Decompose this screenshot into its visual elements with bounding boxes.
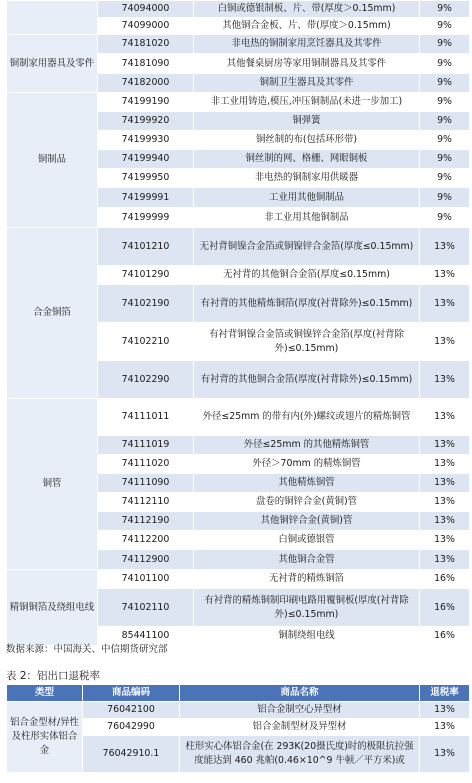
name-cell: 有衬背的其他铜合金箔(厚度(衬背除外)≤0.15mm) xyxy=(194,361,420,399)
name-cell: 铜制卫生器具及其零件 xyxy=(194,74,420,93)
code-cell: 76042910.1 xyxy=(83,736,180,773)
rate-cell: 9% xyxy=(420,169,470,188)
code-cell: 74199950 xyxy=(98,169,194,188)
code-cell: 74102210 xyxy=(98,323,194,361)
name-cell: 铜弹簧 xyxy=(194,112,420,131)
name-cell: 有衬背铜镍合金箔或铜镍锌合金箔(厚度(衬背除外)≤0.15mm) xyxy=(194,323,420,361)
rate-cell: 13% xyxy=(420,455,470,474)
rate-cell: 9% xyxy=(420,35,470,54)
name-cell: 无衬背的精炼铜箔 xyxy=(194,570,420,589)
rate-cell: 9% xyxy=(420,1,470,18)
rate-cell: 9% xyxy=(420,208,470,228)
name-cell: 其他餐桌厨房等家用铜制器具及其零件 xyxy=(194,54,420,74)
code-cell: 74101100 xyxy=(98,570,194,589)
rate-cell: 13% xyxy=(420,474,470,493)
source-note: 数据来源：中国海关、中信期货研究部 xyxy=(6,644,168,655)
name-cell: 有衬背的其他精炼铜箔(厚度(衬背除外)≤0.15mm) xyxy=(194,285,420,323)
table-row xyxy=(7,93,470,112)
aluminum-export-rebate-table xyxy=(6,684,470,773)
code-cell: 76042100 xyxy=(83,702,180,719)
rate-cell: 16% xyxy=(420,627,470,646)
table-row xyxy=(7,702,470,719)
rate-cell: 13% xyxy=(420,436,470,455)
name-cell: 铜丝制的网、格栅、网眼铜板 xyxy=(194,150,420,169)
name-cell: 铜制绕组电线 xyxy=(194,627,420,646)
code-cell: 74111090 xyxy=(98,474,194,493)
table-row xyxy=(7,399,470,436)
name-cell: 铝合金制型材及异型材 xyxy=(180,719,420,736)
category-cell: 精铜铜箔及绕组电线 xyxy=(7,570,98,646)
category-cell: 铜制品 xyxy=(7,93,98,228)
code-cell: 76042990 xyxy=(83,719,180,736)
rate-cell: 13% xyxy=(420,493,470,512)
rate-cell: 13% xyxy=(420,550,470,570)
rate-cell: 13% xyxy=(420,361,470,399)
rate-cell: 13% xyxy=(420,228,470,266)
code-cell: 74102190 xyxy=(98,285,194,323)
table-row xyxy=(7,1,470,18)
code-cell: 74199991 xyxy=(98,188,194,208)
code-cell: 74199999 xyxy=(98,208,194,228)
code-cell: 74102290 xyxy=(98,361,194,399)
code-cell: 74112110 xyxy=(98,493,194,512)
category-cell: 合金铜箔 xyxy=(7,228,98,399)
category-cell: 铜制家用器具及零件 xyxy=(7,35,98,93)
name-cell: 其他铜锌合金(黄铜)管 xyxy=(194,512,420,531)
name-cell: 非电热的铜制家用供暖器 xyxy=(194,169,420,188)
header-code: 商品编码 xyxy=(83,685,180,702)
name-cell: 铝合金制空心异型材 xyxy=(180,702,420,719)
code-cell: 74199190 xyxy=(98,93,194,112)
header-rate: 退税率 xyxy=(420,685,470,702)
name-cell: 无衬背的其他铜合金箔(厚度≤0.15mm) xyxy=(194,266,420,285)
name-cell: 非工业用铸造,模压,冲压铜制品(未进一步加工) xyxy=(194,93,420,112)
code-cell: 74094000 xyxy=(98,1,194,18)
name-cell: 柱形实心体铝合金(在 293K(20摄氏度)时的极限抗拉强度能达到 460 兆帕(0.46×10^9 牛顿／平方米)或 xyxy=(180,736,420,773)
name-cell: 白铜或德银管 xyxy=(194,531,420,550)
code-cell: 74101290 xyxy=(98,266,194,285)
name-cell: 非工业用其他铜制品 xyxy=(194,208,420,228)
rate-cell: 13% xyxy=(420,285,470,323)
rate-cell: 13% xyxy=(420,323,470,361)
rate-cell: 13% xyxy=(420,399,470,436)
rate-cell: 9% xyxy=(420,188,470,208)
code-cell: 74101210 xyxy=(98,228,194,266)
copper-export-rebate-table xyxy=(6,0,470,646)
rate-cell: 13% xyxy=(420,702,470,719)
rate-cell: 9% xyxy=(420,93,470,112)
rate-cell: 9% xyxy=(420,112,470,131)
table-2-title: 表 2：铝出口退税率 xyxy=(6,670,101,682)
table-header-row xyxy=(7,685,470,702)
rate-cell: 13% xyxy=(420,531,470,550)
code-cell: 74112900 xyxy=(98,550,194,570)
header-name: 商品名称 xyxy=(180,685,420,702)
rate-cell: 13% xyxy=(420,736,470,773)
name-cell: 其他铜合金板、片、带(厚度＞0.15mm) xyxy=(194,18,420,35)
name-cell: 其他精炼铜管 xyxy=(194,474,420,493)
rate-cell: 9% xyxy=(420,18,470,35)
rate-cell: 16% xyxy=(420,589,470,627)
code-cell: 74112190 xyxy=(98,512,194,531)
category-cell: 铜管 xyxy=(7,399,98,570)
code-cell: 74181020 xyxy=(98,35,194,54)
name-cell: 外径≤25mm 的带有内(外)螺纹或翅片的精炼铜管 xyxy=(194,399,420,436)
category-cell: 铝合金型材/异性及柱形实体铝合金 xyxy=(7,702,83,773)
table-row xyxy=(7,570,470,589)
code-cell: 74199930 xyxy=(98,131,194,150)
code-cell: 74182000 xyxy=(98,74,194,93)
table-row xyxy=(7,35,470,54)
rate-cell: 9% xyxy=(420,150,470,169)
name-cell: 铜丝制的布(包括环形带) xyxy=(194,131,420,150)
rate-cell: 9% xyxy=(420,74,470,93)
name-cell: 盘卷的铜锌合金(黄铜)管 xyxy=(194,493,420,512)
category-cell xyxy=(7,1,98,35)
code-cell: 74111020 xyxy=(98,455,194,474)
name-cell: 无衬背铜镍合金箔或铜镍锌合金箔(厚度≤0.15mm) xyxy=(194,228,420,266)
name-cell: 工业用其他铜制品 xyxy=(194,188,420,208)
code-cell: 74099000 xyxy=(98,18,194,35)
name-cell: 白铜或德银制板、片、带(厚度＞0.15mm) xyxy=(194,1,420,18)
code-cell: 74102110 xyxy=(98,589,194,627)
name-cell: 外径＞70mm 的精炼铜管 xyxy=(194,455,420,474)
table-row xyxy=(7,228,470,266)
rate-cell: 13% xyxy=(420,512,470,531)
rate-cell: 13% xyxy=(420,266,470,285)
name-cell: 外径≤25mm 的其他精炼铜管 xyxy=(194,436,420,455)
name-cell: 非电热的铜制家用烹饪器具及其零件 xyxy=(194,35,420,54)
code-cell: 74111011 xyxy=(98,399,194,436)
code-cell: 74199940 xyxy=(98,150,194,169)
code-cell: 74199920 xyxy=(98,112,194,131)
code-cell: 74181090 xyxy=(98,54,194,74)
header-category: 类型 xyxy=(7,685,83,702)
rate-cell: 16% xyxy=(420,570,470,589)
code-cell: 74111019 xyxy=(98,436,194,455)
name-cell: 其他铜合金管 xyxy=(194,550,420,570)
code-cell: 74112200 xyxy=(98,531,194,550)
rate-cell: 9% xyxy=(420,131,470,150)
rate-cell: 9% xyxy=(420,54,470,74)
rate-cell: 13% xyxy=(420,719,470,736)
name-cell: 有衬背的精炼铜制印刷电路用覆铜板(厚度(衬背除外)≤0.15mm) xyxy=(194,589,420,627)
code-cell: 85441100 xyxy=(98,627,194,646)
